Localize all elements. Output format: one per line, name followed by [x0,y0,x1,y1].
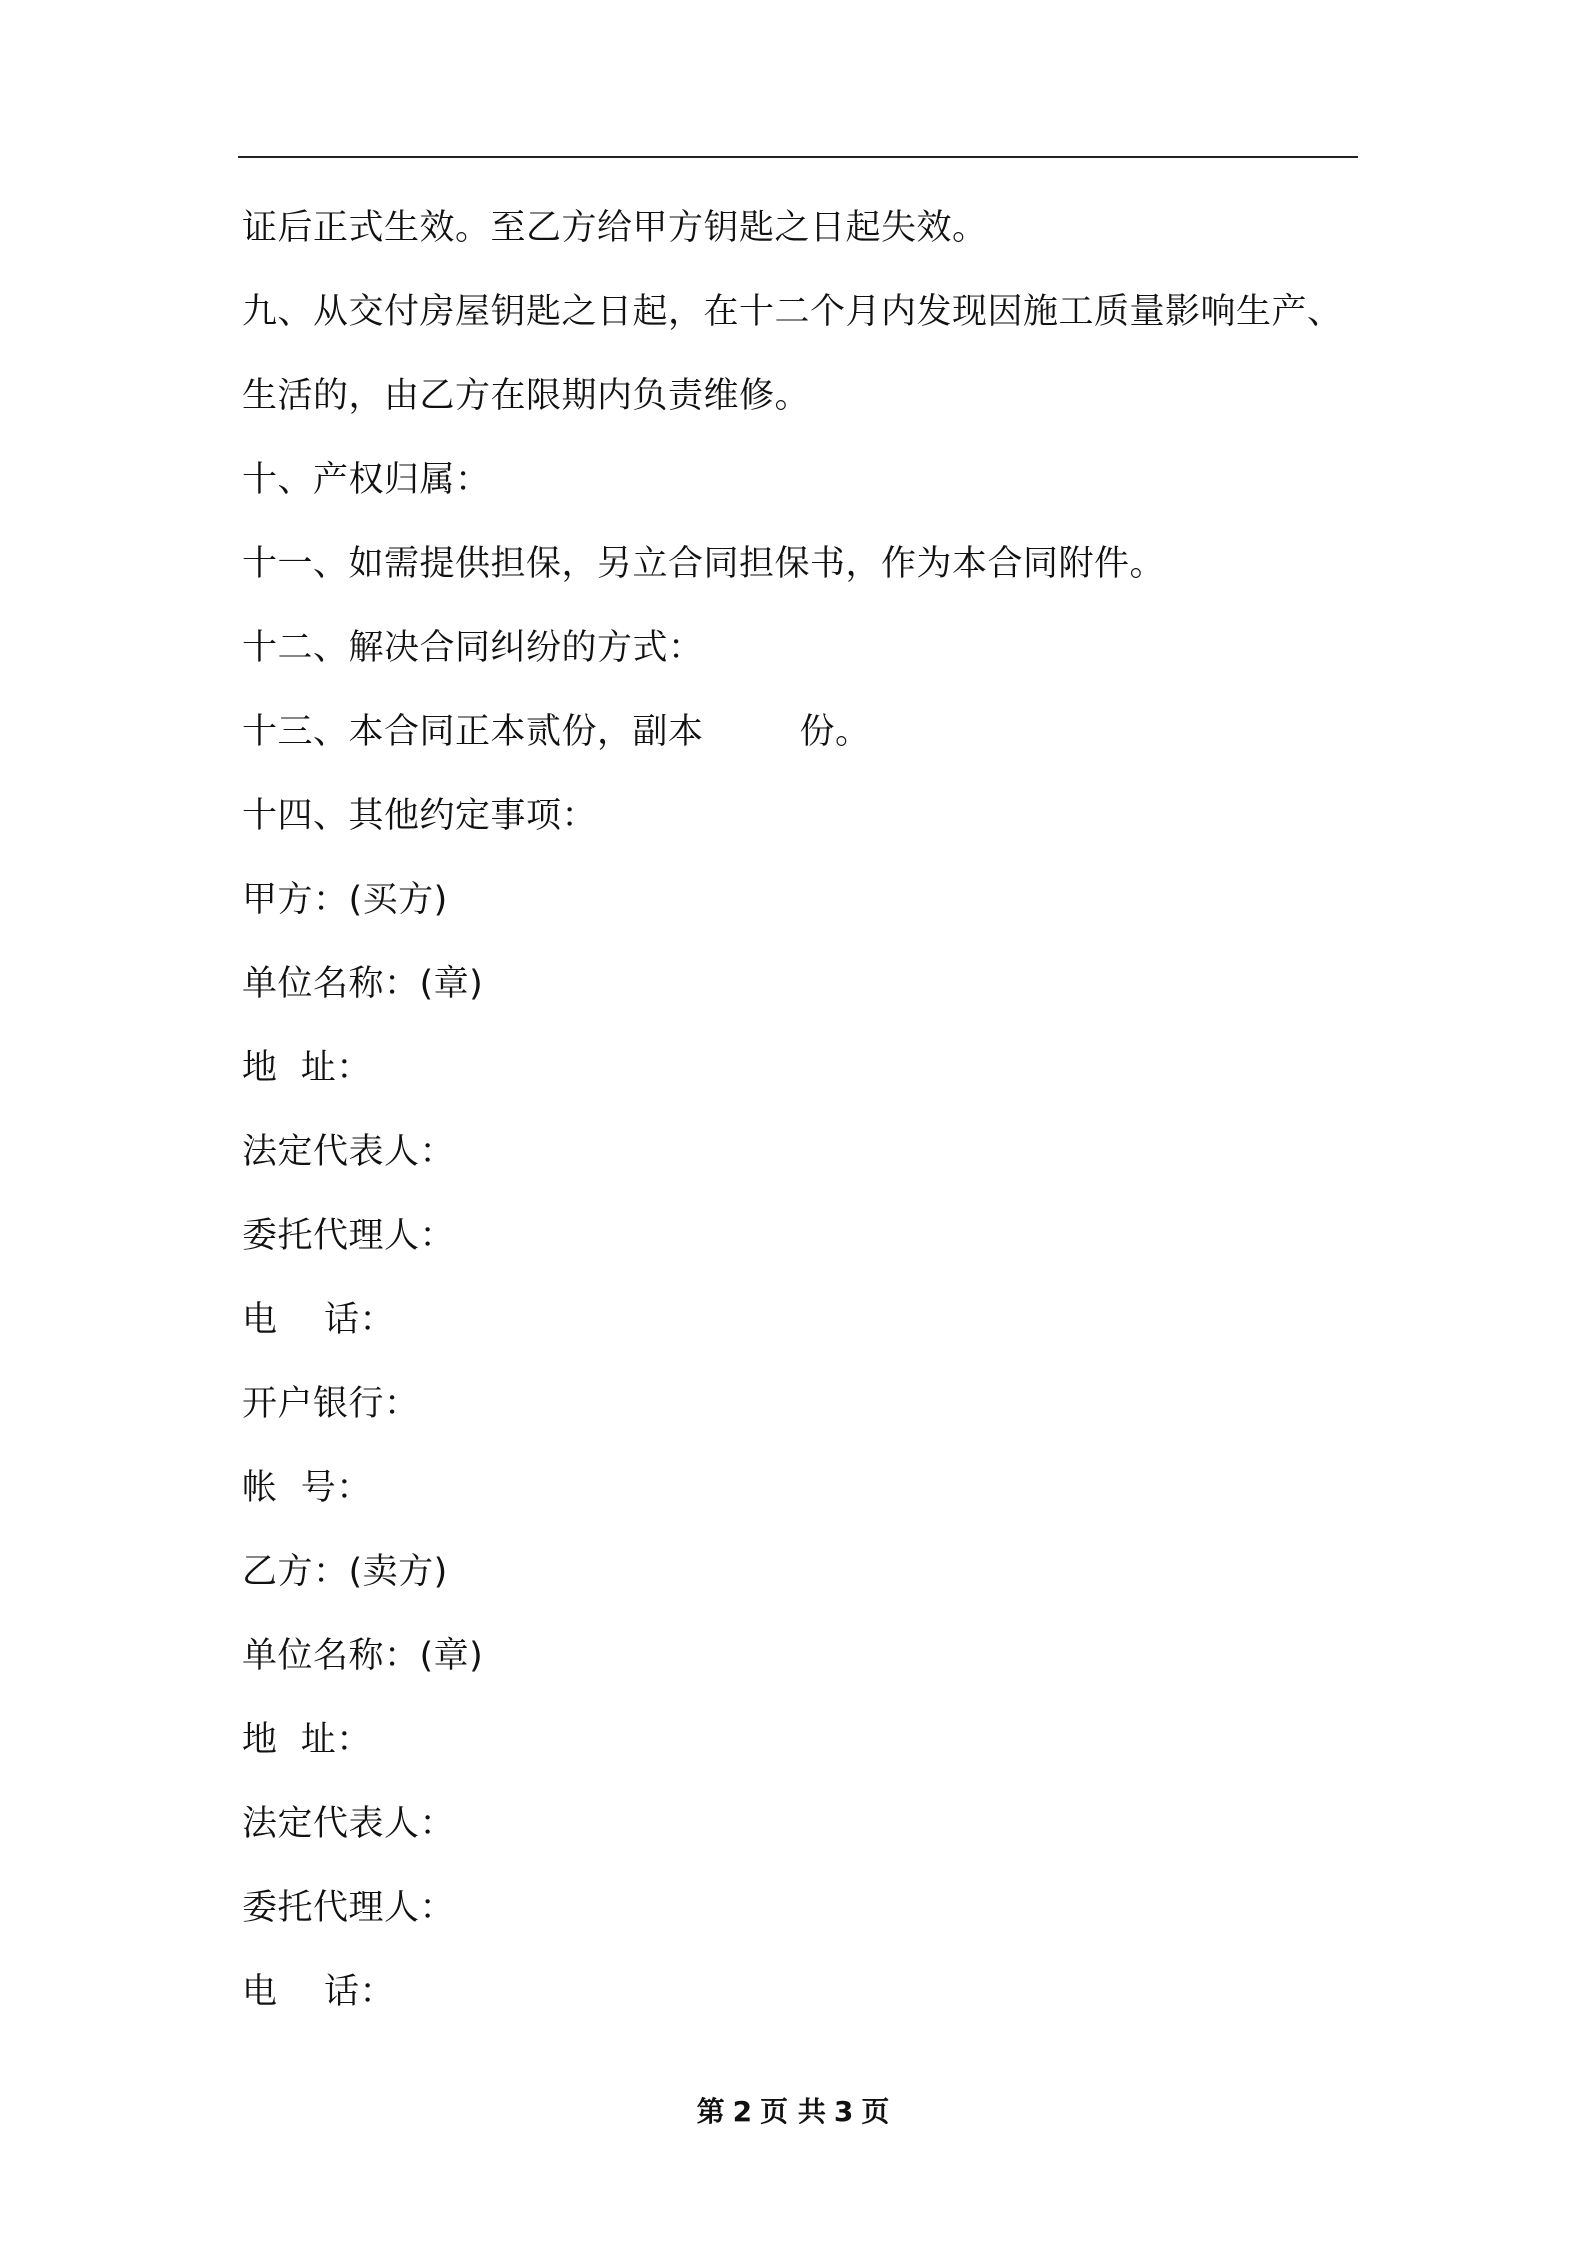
clause-13-suffix: 份。 [799,712,871,752]
clause-9: 九、从交付房屋钥匙之日起，在十二个月内发现因施工质量影响生产、 [242,292,1343,332]
clause-9-continuation: 生活的，由乙方在限期内负责维修。 [242,376,811,416]
party-b-title: 乙方：(卖方) [242,1552,448,1592]
party-a-address: 地 址： [242,1048,372,1088]
clause-13-text: 十三、本合同正本贰份，副本 [242,712,704,752]
party-b-legal-rep: 法定代表人： [242,1804,456,1844]
clause-11: 十一、如需提供担保，另立合同担保书，作为本合同附件。 [242,544,1166,584]
footer-suffix: 页 [861,2095,890,2128]
current-page-number: 2 [732,2095,753,2128]
clause-8-continuation: 证后正式生效。至乙方给甲方钥匙之日起失效。 [242,208,988,248]
party-a-bank: 开户银行： [242,1384,420,1424]
header-divider [238,156,1358,158]
party-b-address: 地 址： [242,1720,372,1760]
total-page-number: 3 [833,2095,854,2128]
footer-middle: 页 共 [760,2095,826,2128]
footer-prefix: 第 [696,2095,725,2128]
party-a-agent: 委托代理人： [242,1216,456,1256]
party-b-company: 单位名称：(章) [242,1636,484,1676]
party-a-phone: 电 话： [242,1300,396,1340]
party-b-agent: 委托代理人： [242,1888,456,1928]
party-a-company: 单位名称：(章) [242,964,484,1004]
party-a-legal-rep: 法定代表人： [242,1132,456,1172]
clause-10: 十、产权归属： [242,460,491,500]
clause-13 [242,702,1362,786]
page-footer [0,2090,1586,2130]
party-b-phone: 电 话： [242,1972,396,2012]
clause-14: 十四、其他约定事项： [242,796,598,836]
party-a-account: 帐 号： [242,1468,372,1508]
party-a-title: 甲方：(买方) [242,880,448,920]
document-body [242,198,1362,2046]
clause-12: 十二、解决合同纠纷的方式： [242,628,704,668]
